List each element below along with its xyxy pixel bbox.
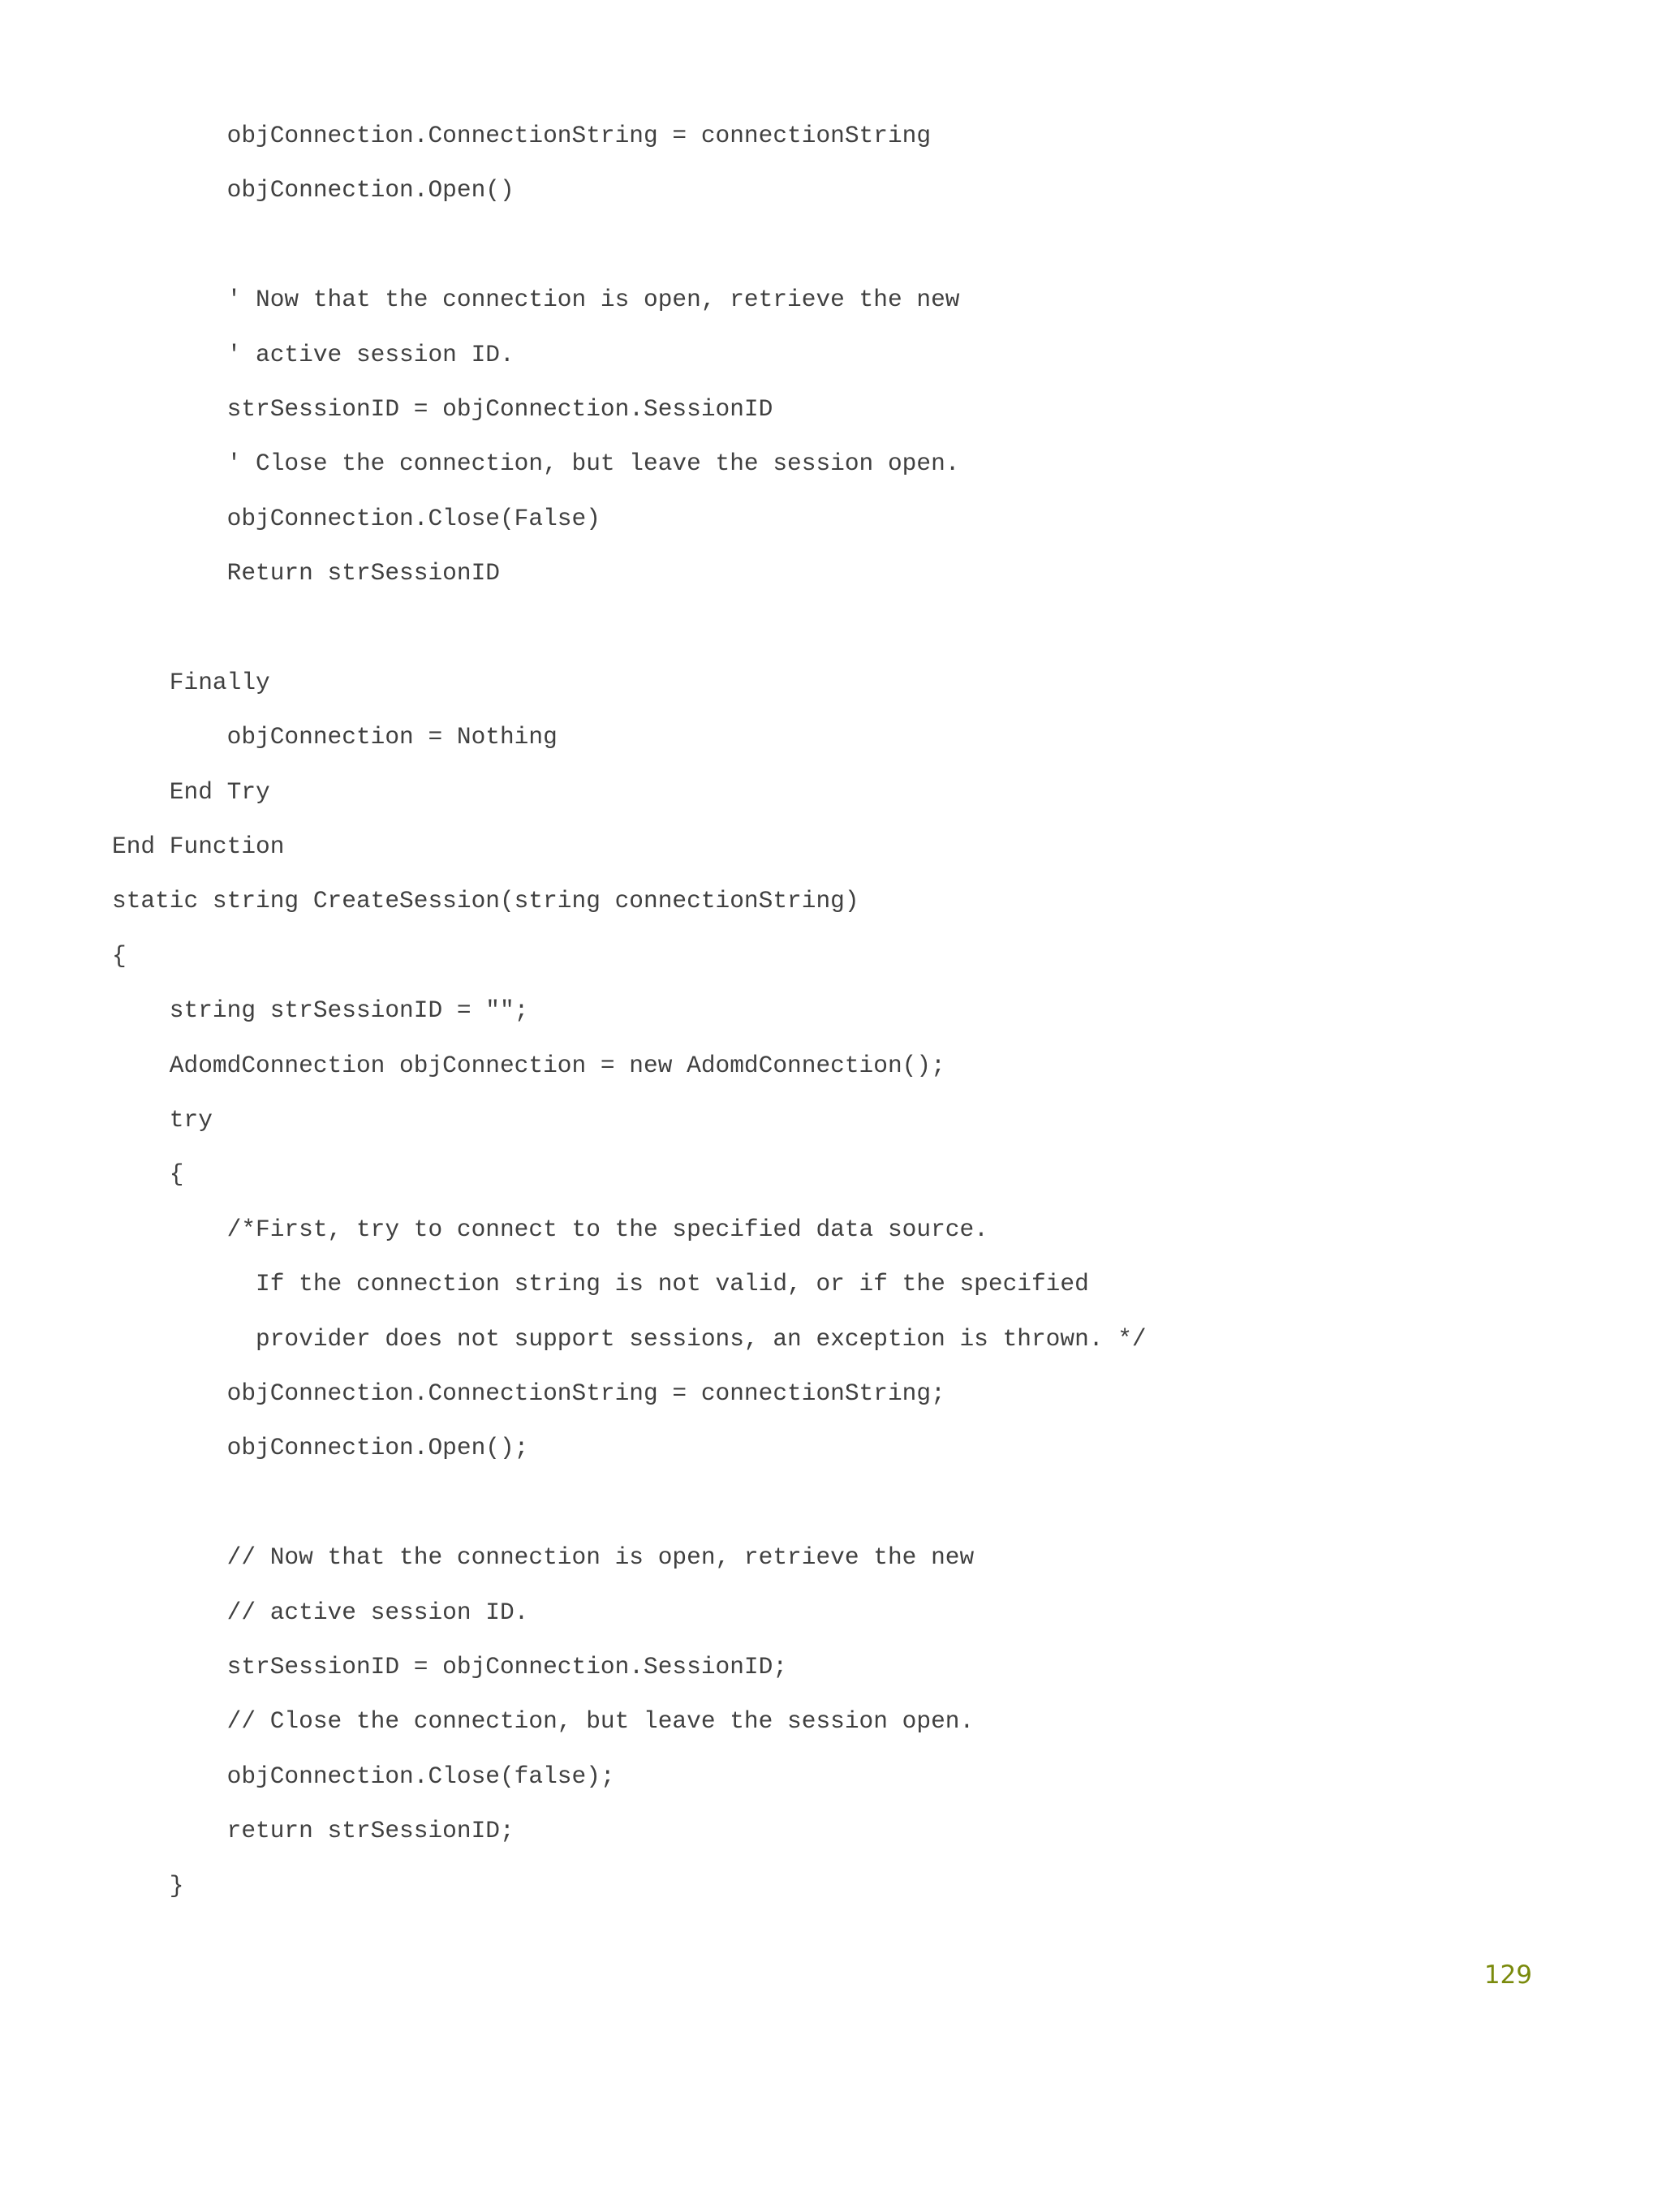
code-line: Return strSessionID [112, 559, 500, 587]
code-line: ' Now that the connection is open, retrieve the new [112, 286, 960, 314]
code-line: objConnection.Close(false); [112, 1762, 615, 1790]
code-line: Finally [112, 668, 270, 696]
code-line: strSessionID = objConnection.SessionID [112, 394, 773, 423]
code-line: End Try [112, 777, 270, 806]
code-line: // Now that the connection is open, retrieve the new [112, 1543, 975, 1572]
code-line [112, 1483, 1540, 1537]
code-block [112, 115, 1540, 1920]
code-line: try [112, 1106, 213, 1134]
code-line: return strSessionID; [112, 1817, 515, 1845]
code-line: { [112, 941, 127, 970]
code-line: ' active session ID. [112, 340, 515, 368]
code-line: strSessionID = objConnection.SessionID; [112, 1652, 788, 1681]
code-line: objConnection.Open(); [112, 1434, 529, 1462]
code-line: objConnection.Open() [112, 176, 515, 204]
code-line: string strSessionID = ""; [112, 996, 529, 1025]
code-line: objConnection.Close(False) [112, 504, 601, 532]
code-line: objConnection = Nothing [112, 723, 558, 751]
code-line: AdomdConnection objConnection = new AdomdConnection(); [112, 1051, 945, 1079]
code-line: provider does not support sessions, an exception is thrown. */ [112, 1324, 1147, 1353]
code-line: objConnection.ConnectionString = connectionString; [112, 1379, 945, 1407]
code-line: If the connection string is not valid, or if the specified [112, 1270, 1089, 1298]
code-line: // Close the connection, but leave the session open. [112, 1707, 975, 1736]
code-line: End Function [112, 833, 285, 861]
code-line: ' Close the connection, but leave the session open. [112, 450, 960, 478]
code-line: } [112, 1871, 184, 1900]
page-number: 129 [1483, 1960, 1532, 1990]
code-line [112, 225, 1540, 279]
code-line: objConnection.ConnectionString = connectionString [112, 122, 932, 149]
code-line [112, 608, 1540, 662]
code-line: // active session ID. [112, 1598, 529, 1626]
code-line: static string CreateSession(string connectionString) [112, 887, 859, 915]
code-line: { [112, 1160, 184, 1189]
code-line: /*First, try to connect to the specified data source. [112, 1215, 988, 1243]
